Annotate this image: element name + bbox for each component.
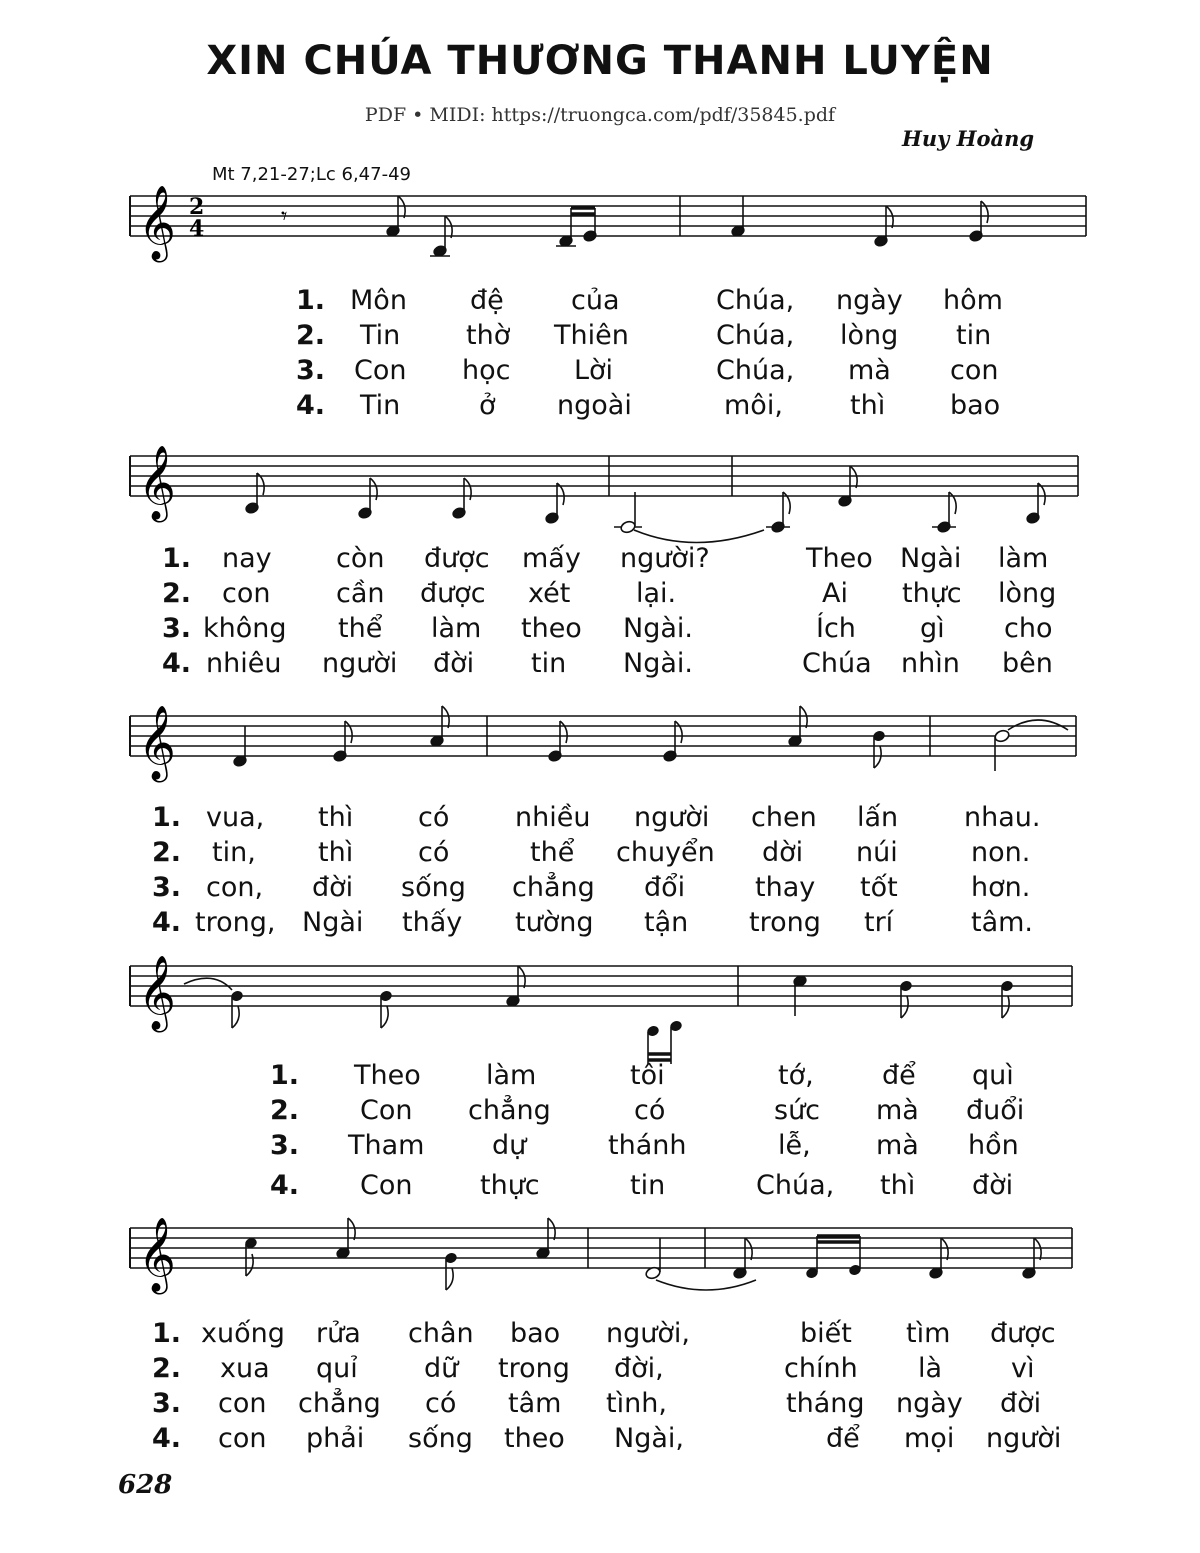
lyric-word: theo — [521, 613, 582, 644]
lyric-word: xét — [528, 578, 571, 609]
lyric-word: Tham — [348, 1130, 425, 1161]
lyric-word: xua — [220, 1353, 270, 1384]
lyric-word: hồn — [968, 1130, 1019, 1161]
lyric-word: Con — [360, 1170, 413, 1201]
lyric-word: đệ — [470, 285, 504, 316]
lyrics-system-5 — [0, 1316, 1200, 1456]
lyric-word: người, — [606, 1318, 690, 1349]
lyric-word: dự — [492, 1130, 527, 1161]
lyric-word: tin — [956, 320, 992, 351]
lyric-word: chen — [751, 802, 817, 833]
lyric-word: người? — [620, 543, 710, 574]
lyric-word: Tin — [360, 390, 401, 421]
staff-system-2 — [0, 446, 1200, 546]
lyric-word: tớ, — [778, 1060, 814, 1091]
lyric-word: thờ — [466, 320, 511, 351]
lyric-word: mấy — [522, 543, 581, 574]
verse-number: 2. — [296, 320, 326, 351]
lyric-word: Chúa, — [756, 1170, 835, 1201]
lyric-word: thì — [318, 837, 354, 868]
lyric-word: mà — [848, 355, 891, 386]
lyric-word: thực — [902, 578, 962, 609]
verse-number: 2. — [152, 837, 182, 868]
lyric-word: ở — [479, 390, 496, 421]
verse-number: 1. — [152, 802, 182, 833]
verse-number: 3. — [270, 1130, 300, 1161]
lyric-word: ngoài — [557, 390, 632, 421]
lyric-word: làm — [431, 613, 482, 644]
verse-number: 3. — [162, 613, 192, 644]
lyric-word: vì — [1011, 1353, 1035, 1384]
lyric-word: con, — [206, 872, 264, 903]
verse-number: 1. — [270, 1060, 300, 1091]
lyric-word: trong — [749, 907, 821, 938]
lyric-word: không — [203, 613, 287, 644]
lyric-word: môi, — [724, 390, 783, 421]
lyric-word: vua, — [206, 802, 265, 833]
lyric-word: tận — [644, 907, 689, 938]
lyric-word: gì — [920, 613, 945, 644]
lyrics-system-4 — [0, 1058, 1200, 1208]
verse-number: 4. — [270, 1170, 300, 1201]
lyric-word: tôi — [630, 1060, 665, 1091]
lyric-word: hôm — [943, 285, 1003, 316]
verse-number: 3. — [152, 872, 182, 903]
lyric-word: Theo — [354, 1060, 421, 1091]
lyric-word: Ích — [816, 613, 856, 644]
verse-number: 1. — [152, 1318, 182, 1349]
lyric-word: lấn — [857, 802, 899, 833]
lyric-word: có — [425, 1388, 457, 1419]
lyric-word: lại. — [636, 578, 677, 609]
lyric-word: tâm. — [971, 907, 1034, 938]
lyric-word: dời — [762, 837, 804, 868]
verse-number: 3. — [152, 1388, 182, 1419]
staff-system-5 — [0, 1218, 1200, 1318]
verse-number: 3. — [296, 355, 326, 386]
lyric-word: xuống — [201, 1318, 285, 1349]
treble-clef-icon: 𝄞 — [138, 446, 176, 520]
lyric-word: đời — [972, 1170, 1014, 1201]
lyric-word: Ngài. — [623, 648, 693, 679]
lyric-word: để — [826, 1423, 860, 1454]
lyric-word: sống — [401, 872, 466, 903]
lyric-word: trong — [498, 1353, 570, 1384]
lyric-word: nay — [222, 543, 272, 574]
lyric-word: Ngài — [900, 543, 962, 574]
lyric-word: quỉ — [316, 1353, 358, 1384]
staff-system-3 — [0, 706, 1200, 796]
lyric-word: lòng — [840, 320, 899, 351]
lyric-word: rửa — [316, 1318, 361, 1349]
lyric-word: người — [322, 648, 398, 679]
lyric-word: chẳng — [298, 1388, 381, 1419]
lyric-word: tình, — [606, 1388, 667, 1419]
verse-number: 1. — [296, 285, 326, 316]
lyric-word: Chúa, — [716, 320, 795, 351]
lyric-word: Chúa, — [716, 355, 795, 386]
page-number: 628 — [118, 1470, 173, 1500]
lyrics-system-1 — [0, 283, 1200, 423]
lyric-word: thay — [755, 872, 816, 903]
lyric-word: còn — [336, 543, 385, 574]
lyric-word: tìm — [906, 1318, 951, 1349]
lyric-word: con — [222, 578, 271, 609]
lyric-word: phải — [306, 1423, 365, 1454]
lyrics-system-2 — [0, 541, 1200, 681]
lyric-word: trí — [864, 907, 894, 938]
lyric-word: nhau. — [964, 802, 1041, 833]
eighth-rest-icon: 𝄾 — [281, 202, 288, 230]
lyric-word: lễ, — [778, 1130, 811, 1161]
lyric-word: mà — [876, 1130, 919, 1161]
lyric-word: đời — [433, 648, 475, 679]
lyric-word: theo — [504, 1423, 565, 1454]
lyric-word: tường — [515, 907, 594, 938]
lyric-word: ngày — [836, 285, 903, 316]
lyric-word: Ngài, — [614, 1423, 684, 1454]
lyric-word: người — [986, 1423, 1062, 1454]
lyric-word: thể — [338, 613, 383, 644]
lyric-word: Môn — [350, 285, 407, 316]
lyric-word: là — [918, 1353, 943, 1384]
staff-system-4 — [0, 956, 1200, 1046]
lyric-word: lòng — [998, 578, 1057, 609]
lyric-word: Ai — [822, 578, 848, 609]
lyric-word: sống — [408, 1423, 473, 1454]
lyric-word: Ngài. — [623, 613, 693, 644]
verse-number: 2. — [162, 578, 192, 609]
lyric-word: Theo — [806, 543, 873, 574]
lyric-word: con — [218, 1423, 267, 1454]
lyric-word: Con — [354, 355, 407, 386]
lyric-word: tâm — [508, 1388, 562, 1419]
lyric-word: được — [990, 1318, 1056, 1349]
verse-number: 4. — [296, 390, 326, 421]
lyric-word: nhiều — [515, 802, 591, 833]
verse-number: 4. — [152, 907, 182, 938]
lyric-word: được — [424, 543, 490, 574]
lyric-word: cho — [1004, 613, 1053, 644]
scripture-reference: Mt 7,21-27;Lc 6,47-49 — [212, 164, 411, 185]
lyric-word: thì — [880, 1170, 916, 1201]
lyric-word: có — [634, 1095, 666, 1126]
lyric-word: dữ — [424, 1353, 459, 1384]
lyric-word: của — [571, 285, 620, 316]
lyric-word: có — [418, 837, 450, 868]
time-sig-bottom: 4 — [189, 216, 205, 242]
lyric-word: tin, — [212, 837, 256, 868]
treble-clef-icon: 𝄞 — [138, 706, 176, 780]
lyric-word: người — [634, 802, 710, 833]
lyric-word: Con — [360, 1095, 413, 1126]
lyric-word: con — [218, 1388, 267, 1419]
composer: Huy Hoàng — [902, 126, 1035, 151]
lyric-word: đời, — [614, 1353, 664, 1384]
lyric-word: đổi — [644, 872, 686, 903]
lyric-word: con — [950, 355, 999, 386]
lyric-word: quì — [972, 1060, 1014, 1091]
lyric-word: hơn. — [971, 872, 1031, 903]
lyric-word: đuổi — [966, 1095, 1025, 1126]
lyric-word: thể — [530, 837, 575, 868]
lyric-word: non. — [971, 837, 1031, 868]
verse-number: 1. — [162, 543, 192, 574]
lyric-word: tin — [531, 648, 567, 679]
lyric-word: tháng — [786, 1388, 865, 1419]
lyric-word: Chúa — [802, 648, 872, 679]
treble-clef-icon: 𝄞 — [138, 956, 176, 1030]
time-sig-top: 2 — [189, 194, 205, 220]
lyric-word: nhìn — [901, 648, 960, 679]
lyric-word: làm — [486, 1060, 537, 1091]
lyric-word: để — [882, 1060, 916, 1091]
staff-system-1 — [0, 186, 1200, 276]
lyric-word: thấy — [402, 907, 463, 938]
lyric-word: học — [462, 355, 511, 386]
lyric-word: mọi — [904, 1423, 955, 1454]
lyric-word: làm — [998, 543, 1049, 574]
lyric-word: chẳng — [468, 1095, 551, 1126]
lyric-word: Tin — [360, 320, 401, 351]
lyric-word: Ngài — [302, 907, 364, 938]
lyric-word: núi — [856, 837, 898, 868]
verse-number: 2. — [270, 1095, 300, 1126]
treble-clef-icon: 𝄞 — [138, 1218, 176, 1292]
lyric-word: thì — [850, 390, 886, 421]
lyric-word: thực — [480, 1170, 540, 1201]
lyric-word: có — [418, 802, 450, 833]
lyric-word: bên — [1002, 648, 1053, 679]
verse-number: 4. — [152, 1423, 182, 1454]
lyric-word: nhiêu — [206, 648, 282, 679]
lyric-word: cần — [336, 578, 385, 609]
lyric-word: bao — [510, 1318, 561, 1349]
lyric-word: Lời — [574, 355, 614, 386]
lyric-word: chân — [408, 1318, 474, 1349]
lyric-word: Chúa, — [716, 285, 795, 316]
lyric-word: đời — [312, 872, 354, 903]
lyric-word: chuyển — [616, 837, 715, 868]
lyric-word: tin — [630, 1170, 666, 1201]
treble-clef-icon: 𝄞 — [138, 186, 176, 260]
lyric-word: chính — [784, 1353, 858, 1384]
lyric-word: bao — [950, 390, 1001, 421]
song-title: XIN CHÚA THƯƠNG THANH LUYỆN — [206, 38, 994, 84]
lyric-word: biết — [800, 1318, 852, 1349]
lyric-word: tốt — [860, 872, 898, 903]
lyric-word: đời — [1000, 1388, 1042, 1419]
verse-number: 2. — [152, 1353, 182, 1384]
verse-number: 4. — [162, 648, 192, 679]
lyric-word: thì — [318, 802, 354, 833]
lyric-word: chẳng — [512, 872, 595, 903]
lyric-word: được — [420, 578, 486, 609]
lyric-word: mà — [876, 1095, 919, 1126]
lyrics-system-3 — [0, 800, 1200, 940]
lyric-word: trong, — [195, 907, 276, 938]
lyric-word: thánh — [608, 1130, 687, 1161]
lyric-word: sức — [774, 1095, 821, 1126]
source-link[interactable]: PDF • MIDI: https://truongca.com/pdf/35845.pdf — [364, 104, 836, 126]
lyric-word: ngày — [896, 1388, 963, 1419]
lyric-word: Thiên — [554, 320, 629, 351]
